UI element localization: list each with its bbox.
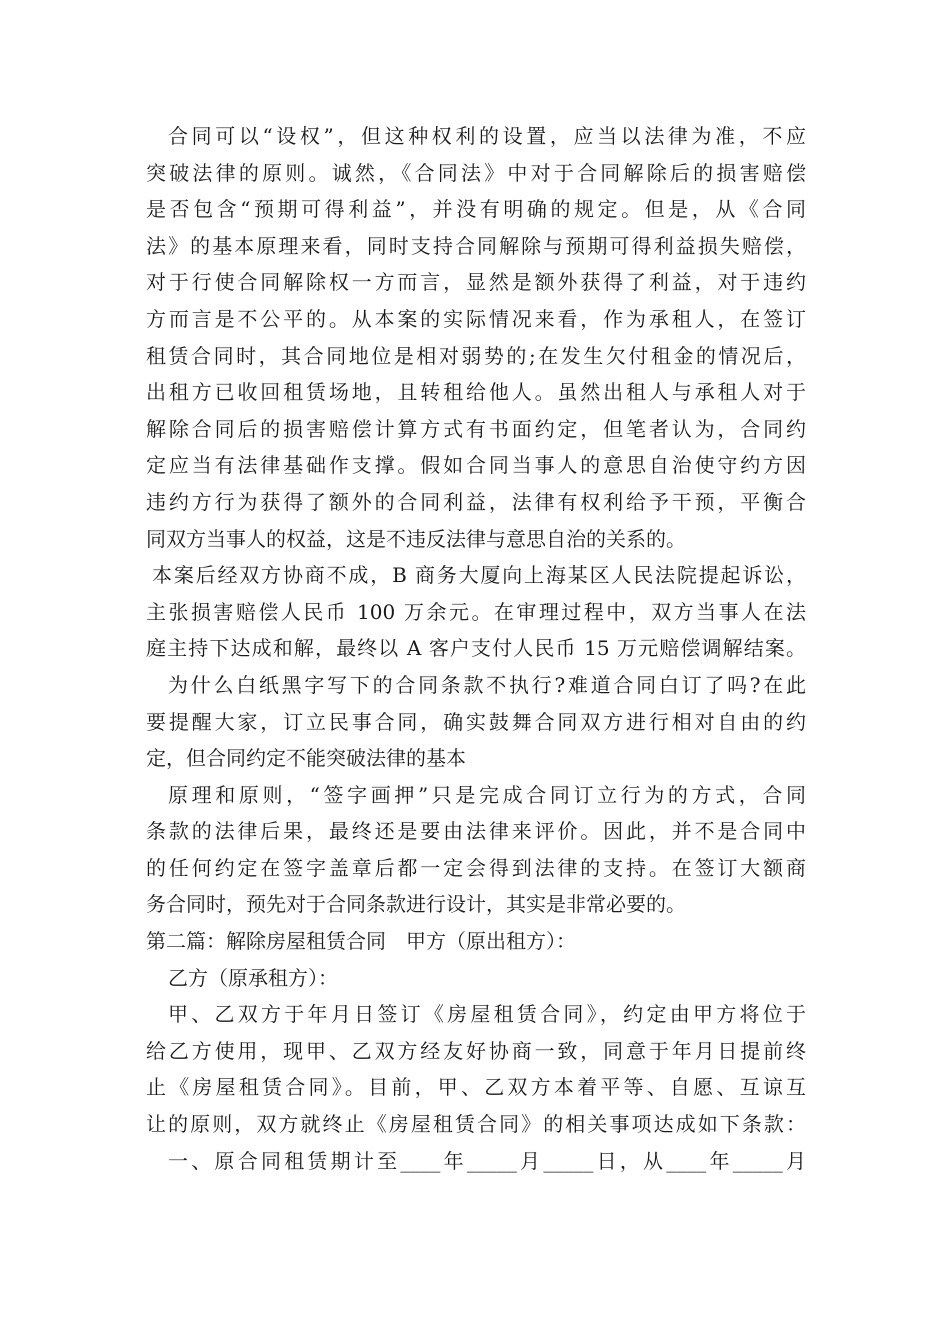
- paragraph-line: 同双方当事人的权益，这是不违反法律与意思自治的关系的。: [146, 526, 686, 551]
- paragraph-line: 法》的基本原理来看，同时支持合同解除与预期可得利益损失赔偿，: [146, 233, 806, 258]
- paragraph-line: 出租方已收回租赁场地，且转租给他人。虽然出租人与承租人对于: [146, 380, 806, 405]
- paragraph-line: 的任何约定在签字盖章后都一定会得到法律的支持。在签订大额商: [146, 855, 806, 880]
- paragraph-line: 突破法律的原则。诚然，《合同法》中对于合同解除后的损害赔偿: [146, 160, 806, 185]
- paragraph-line: 是否包含“预期可得利益”，并没有明确的规定。但是，从《合同: [146, 197, 806, 222]
- paragraph-line: 乙方（原承租方）：: [168, 965, 338, 990]
- paragraph-line: 定应当有法律基础作支撑。假如合同当事人的意思自治使守约方因: [146, 453, 806, 478]
- section-heading: 第二篇：解除房屋租赁合同 甲方（原出租方）：: [146, 929, 576, 954]
- paragraph-line: 合同可以“设权”，但这种权利的设置，应当以法律为准，不应: [168, 124, 806, 148]
- paragraph-line: 主张损害赔偿人民币 100 万余元。在审理过程中，双方当事人在法: [146, 599, 806, 624]
- paragraph-line: 给乙方使用，现甲、乙双方经友好协商一致，同意于年月日提前终: [146, 1038, 806, 1063]
- paragraph-line: 止《房屋租赁合同》。目前，甲、乙双方本着平等、自愿、互谅互: [146, 1075, 806, 1100]
- paragraph-line: 一、原合同租赁期计至____年_____月_____日，从____年_____月: [168, 1148, 806, 1173]
- paragraph-line: 本案后经双方协商不成，B 商务大厦向上海某区人民法院提起诉讼，: [152, 563, 806, 588]
- paragraph-line: 租赁合同时，其合同地位是相对弱势的;在发生欠付租金的情况后，: [146, 343, 806, 368]
- paragraph-line: 违约方行为获得了额外的合同利益，法律有权利给予干预，平衡合: [146, 489, 806, 514]
- document-body: [146, 118, 806, 1179]
- paragraph-line: 定，但合同约定不能突破法律的基本: [146, 746, 466, 771]
- paragraph-line: 方而言是不公平的。从本案的实际情况来看，作为承租人，在签订: [146, 306, 806, 331]
- paragraph-line: 解除合同后的损害赔偿计算方式有书面约定，但笔者认为，合同约: [146, 416, 806, 441]
- paragraph-line: 务合同时，预先对于合同条款进行设计，其实是非常必要的。: [146, 892, 686, 917]
- paragraph-line: 为什么白纸黑字写下的合同条款不执行?难道合同白订了吗?在此: [168, 672, 806, 697]
- paragraph-line: 甲、乙双方于年月日签订《房屋租赁合同》，约定由甲方将位于: [168, 1002, 806, 1027]
- paragraph-line: 庭主持下达成和解，最终以 A 客户支付人民币 15 万元赔偿调解结案。: [146, 636, 806, 661]
- paragraph-line: 要提醒大家，订立民事合同，确实鼓舞合同双方进行相对自由的约: [146, 709, 806, 734]
- paragraph-line: 对于行使合同解除权一方而言，显然是额外获得了利益，对于违约: [146, 270, 806, 295]
- paragraph-line: 条款的法律后果，最终还是要由法律来评价。因此，并不是合同中: [146, 819, 806, 844]
- paragraph-line: 让的原则，双方就终止《房屋租赁合同》的相关事项达成如下条款：: [146, 1112, 806, 1137]
- paragraph-line: 原理和原则，“签字画押”只是完成合同订立行为的方式，合同: [168, 782, 806, 807]
